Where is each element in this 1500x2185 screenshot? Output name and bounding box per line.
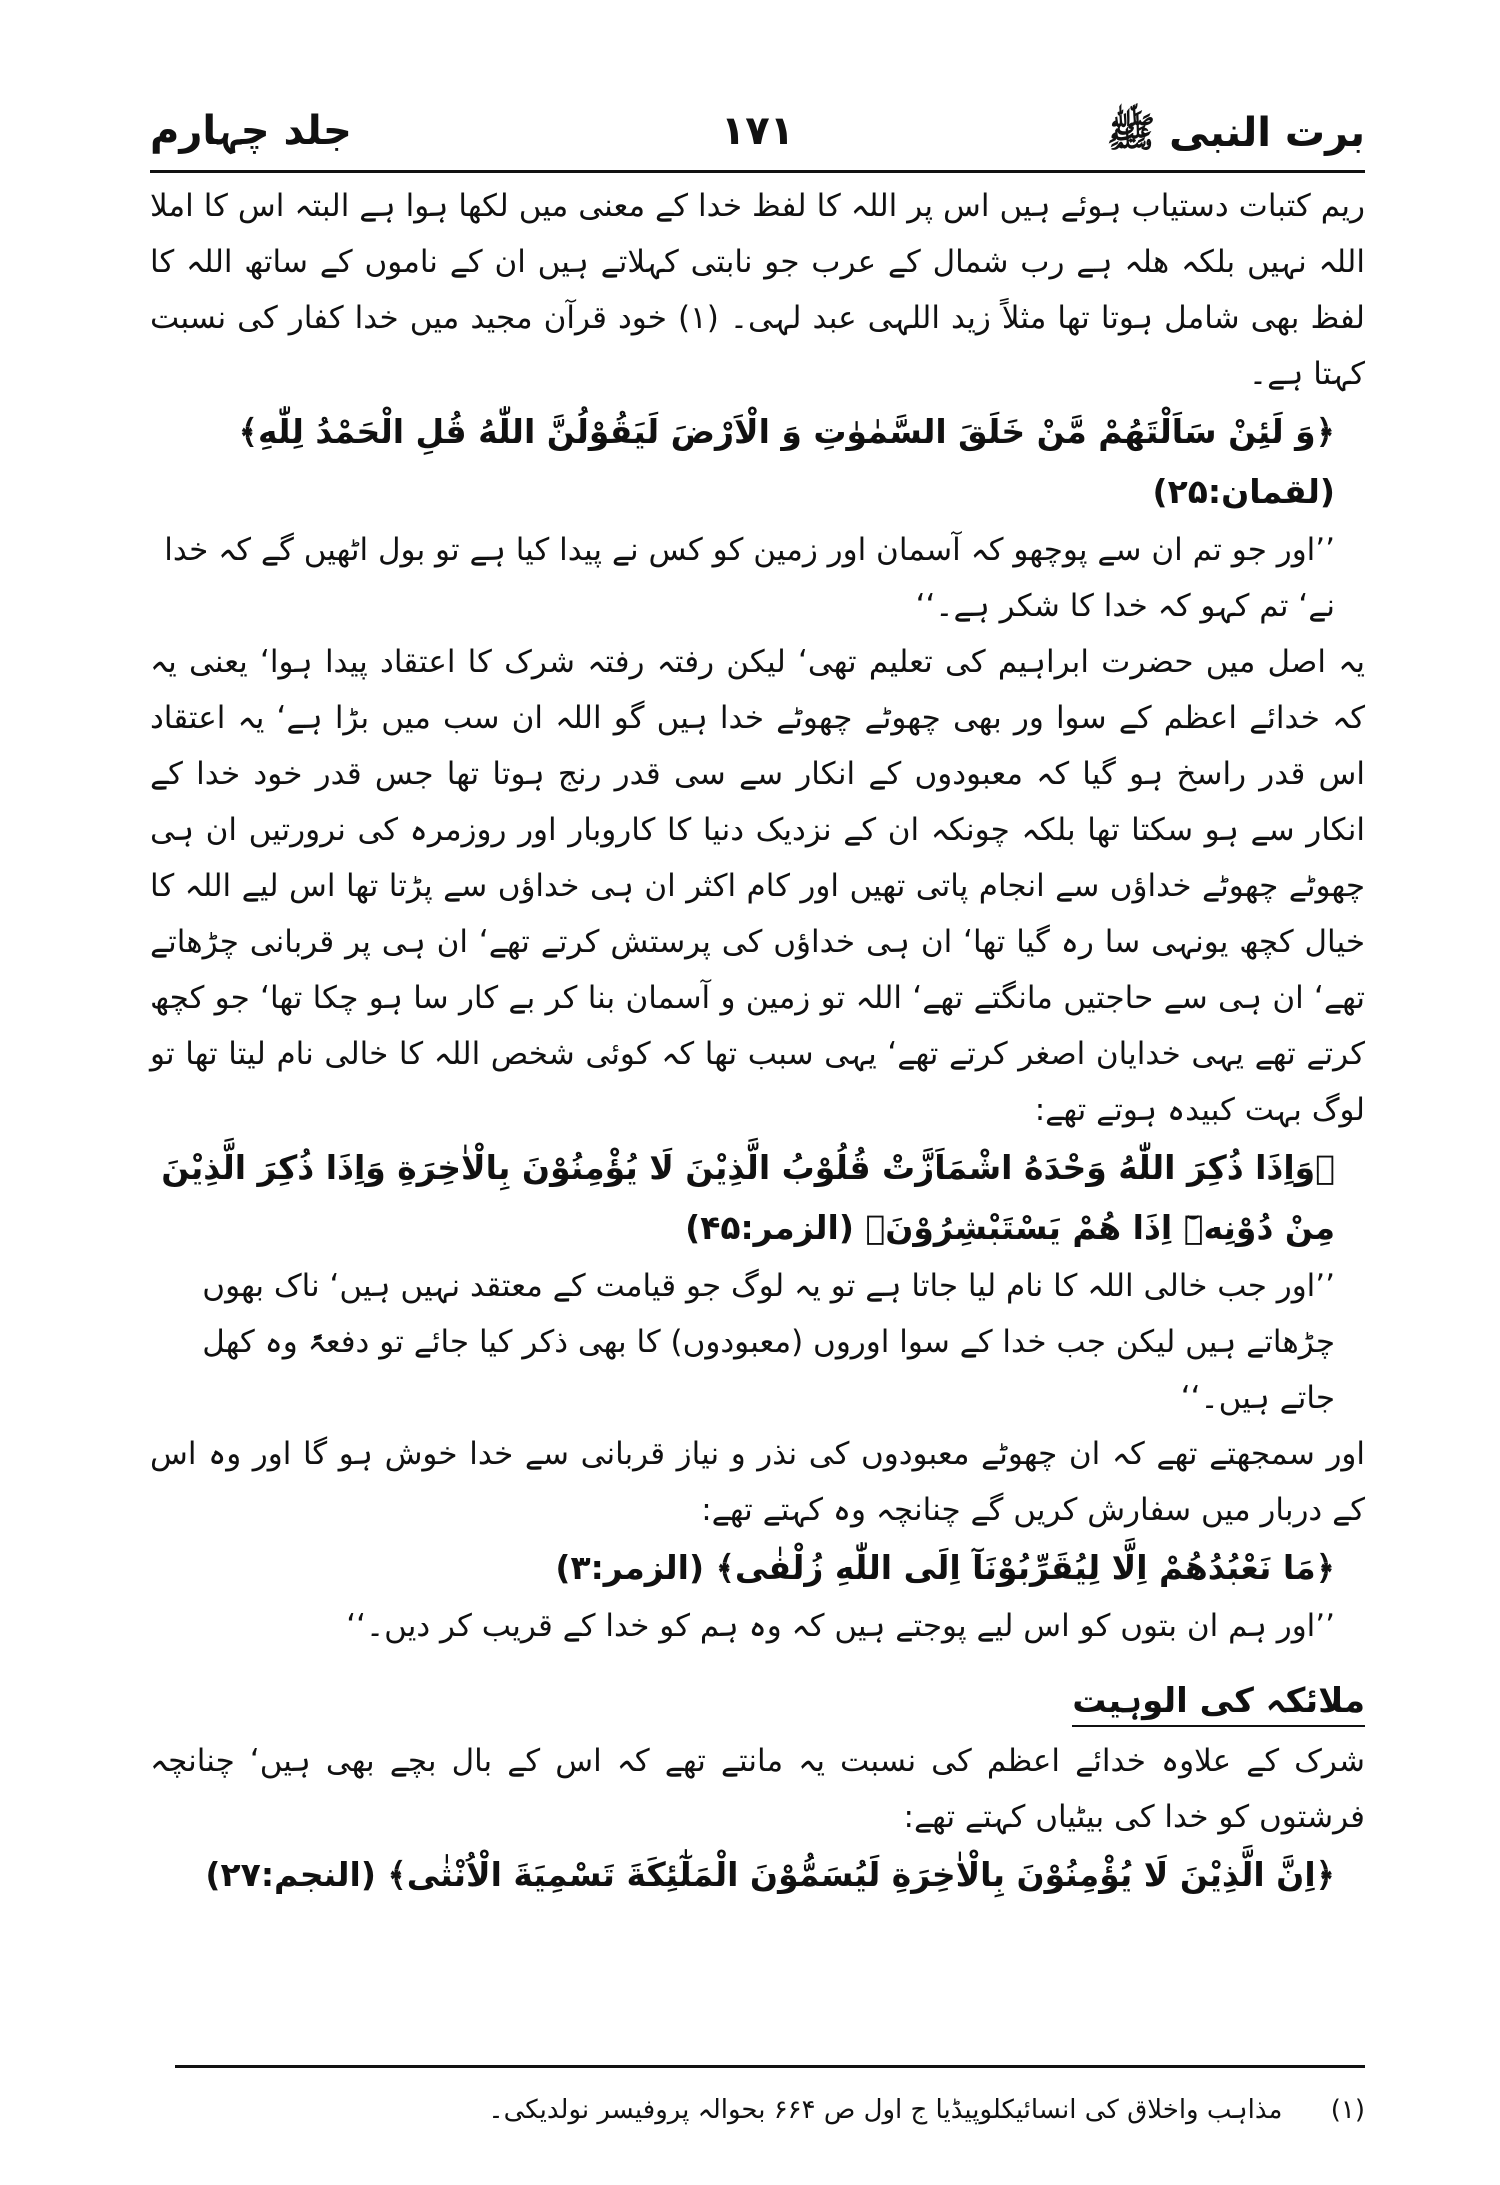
- footnote-divider: [175, 2065, 1365, 2068]
- quran-verse: ﴿وَ لَئِنْ سَاَلْتَهُمْ مَّنْ خَلَقَ السَّمٰوٰتِ وَ الْاَرْضَ لَيَقُوْلُنَّ اللّٰهُ قُلِ الْحَمْدُ لِلّٰهِ﴾ (لقمان:۲۵): [238, 412, 1335, 511]
- paragraph: ریم کتبات دستیاب ہوئے ہیں اس پر اللہ کا لفظ خدا کے معنی میں لکھا ہوا ہے البتہ اس کا املا اللہ نہیں بلکہ ھلہ ہے رب شمال کے عرب جو نابتی کہلاتے ہیں ان کے ناموں کے ساتھ اللہ کا لفظ بھی شامل ہوتا تھا مثلاً زید اللہی عبد لہی۔ (۱) خود قرآن مجید میں خدا کفار کی نسبت کہتا ہے۔: [150, 188, 1365, 392]
- book-title: برت النبی ﷺ: [1106, 110, 1365, 156]
- page-number: ۱۷۱: [720, 108, 795, 154]
- paragraph: اور سمجھتے تھے کہ ان چھوٹے معبودوں کی نذر و نیاز قربانی سے خدا خوش ہو گا اور وہ اس کے دربار میں سفارش کریں گے چنانچہ وہ کہتے تھے:: [150, 1436, 1365, 1528]
- footnote-number: (۱): [1330, 2095, 1365, 2125]
- footnote-text: مذاہب واخلاق کی انسائیکلوپیڈیا ج اول ص ۶۶۴ بحوالہ پروفیسر نولدیکی۔: [488, 2095, 1283, 2125]
- verse-translation: ’’اور ہم ان بتوں کو اس لیے پوجتے ہیں کہ وہ ہم کو خدا کے قریب کر دیں۔‘‘: [346, 1608, 1335, 1644]
- verse-translation: ’’اور جب خالی اللہ کا نام لیا جاتا ہے تو یہ لوگ جو قیامت کے معتقد نہیں ہیں‘ ناک بھوں چڑھاتے ہیں لیکن جب خدا کے سوا اوروں (معبودوں) کا بھی ذکر کیا جائے تو دفعۃً وہ کھل جاتے ہیں۔‘‘: [202, 1268, 1335, 1416]
- section-heading-wrap: [150, 1680, 1365, 1727]
- section-heading: ملائکہ کی الوہیت: [1072, 1680, 1365, 1727]
- quran-verse: ﴿اِنَّ الَّذِيْنَ لَا يُؤْمِنُوْنَ بِالْاٰخِرَةِ لَيُسَمُّوْنَ الْمَلٰٓئِكَةَ تَسْمِيَةَ الْاُنْثٰى﴾ (النجم:۲۷): [205, 1855, 1335, 1894]
- page-header: [150, 100, 1365, 173]
- quran-verse: ﴿وَاِذَا ذُكِرَ اللّٰهُ وَحْدَهُ اشْمَاَزَّتْ قُلُوْبُ الَّذِيْنَ لَا يُؤْمِنُوْنَ بِالْاٰخِرَةِ وَاِذَا ذُكِرَ الَّذِيْنَ مِنْ دُوْنِهٖٓ اِذَا هُمْ يَسْتَبْشِرُوْنَ﴾ (الزمر:۴۵): [161, 1148, 1335, 1247]
- paragraph: یہ اصل میں حضرت ابراہیم کی تعلیم تھی‘ لیکن رفتہ رفتہ شرک کا اعتقاد پیدا ہوا‘ یعنی یہ کہ خدائے اعظم کے سوا ور بھی چھوٹے چھوٹے خدا ہیں گو اللہ ان سب میں بڑا ہے‘ یہ اعتقاد اس قدر راسخ ہو گیا کہ معبودوں کے انکار سے سی قدر رنج ہوتا تھا جس قدر خود خدا کے انکار سے ہو سکتا تھا بلکہ چونکہ ان کے نزدیک دنیا کا کاروبار اور روزمرہ کی نرورتیں ان ہی چھوٹے چھوٹے خداؤں سے انجام پاتی تھیں اور کام اکثر ان ہی خداؤں سے پڑتا تھا اس لیے اللہ کا خیال کچھ یونہی سا رہ گیا تھا‘ ان ہی خداؤں کی پرستش کرتے تھے‘ ان ہی پر قربانی چڑھاتے تھے‘ ان ہی سے حاجتیں مانگتے تھے‘ اللہ تو زمین و آسمان بنا کر بے کار سا ہو چکا تھا‘ جو کچھ کرتے تھے یہی خدایان اصغر کرتے تھے‘ یہی سبب تھا کہ کوئی شخص اللہ کا خالی نام لیتا تھا تو لوگ بہت کبیدہ ہوتے تھے:: [150, 644, 1365, 1128]
- footnote: [175, 2090, 1365, 2130]
- paragraph: شرک کے علاوہ خدائے اعظم کی نسبت یہ مانتے تھے کہ اس کے بال بچے بھی ہیں‘ چنانچہ فرشتوں کو خدا کی بیٹیاں کہتے تھے:: [150, 1743, 1365, 1835]
- page-body: [150, 178, 1365, 1905]
- verse-translation: ’’اور جو تم ان سے پوچھو کہ آسمان اور زمین کو کس نے پیدا کیا ہے تو بول اٹھیں گے کہ خدا نے‘ تم کہو کہ خدا کا شکر ہے۔‘‘: [164, 532, 1335, 624]
- volume-label: جلد چہارم: [150, 108, 352, 154]
- quran-verse: ﴿مَا نَعْبُدُهُمْ اِلَّا لِيُقَرِّبُوْنَآ اِلَى اللّٰهِ زُلْفٰى﴾ (الزمر:۳): [555, 1548, 1335, 1587]
